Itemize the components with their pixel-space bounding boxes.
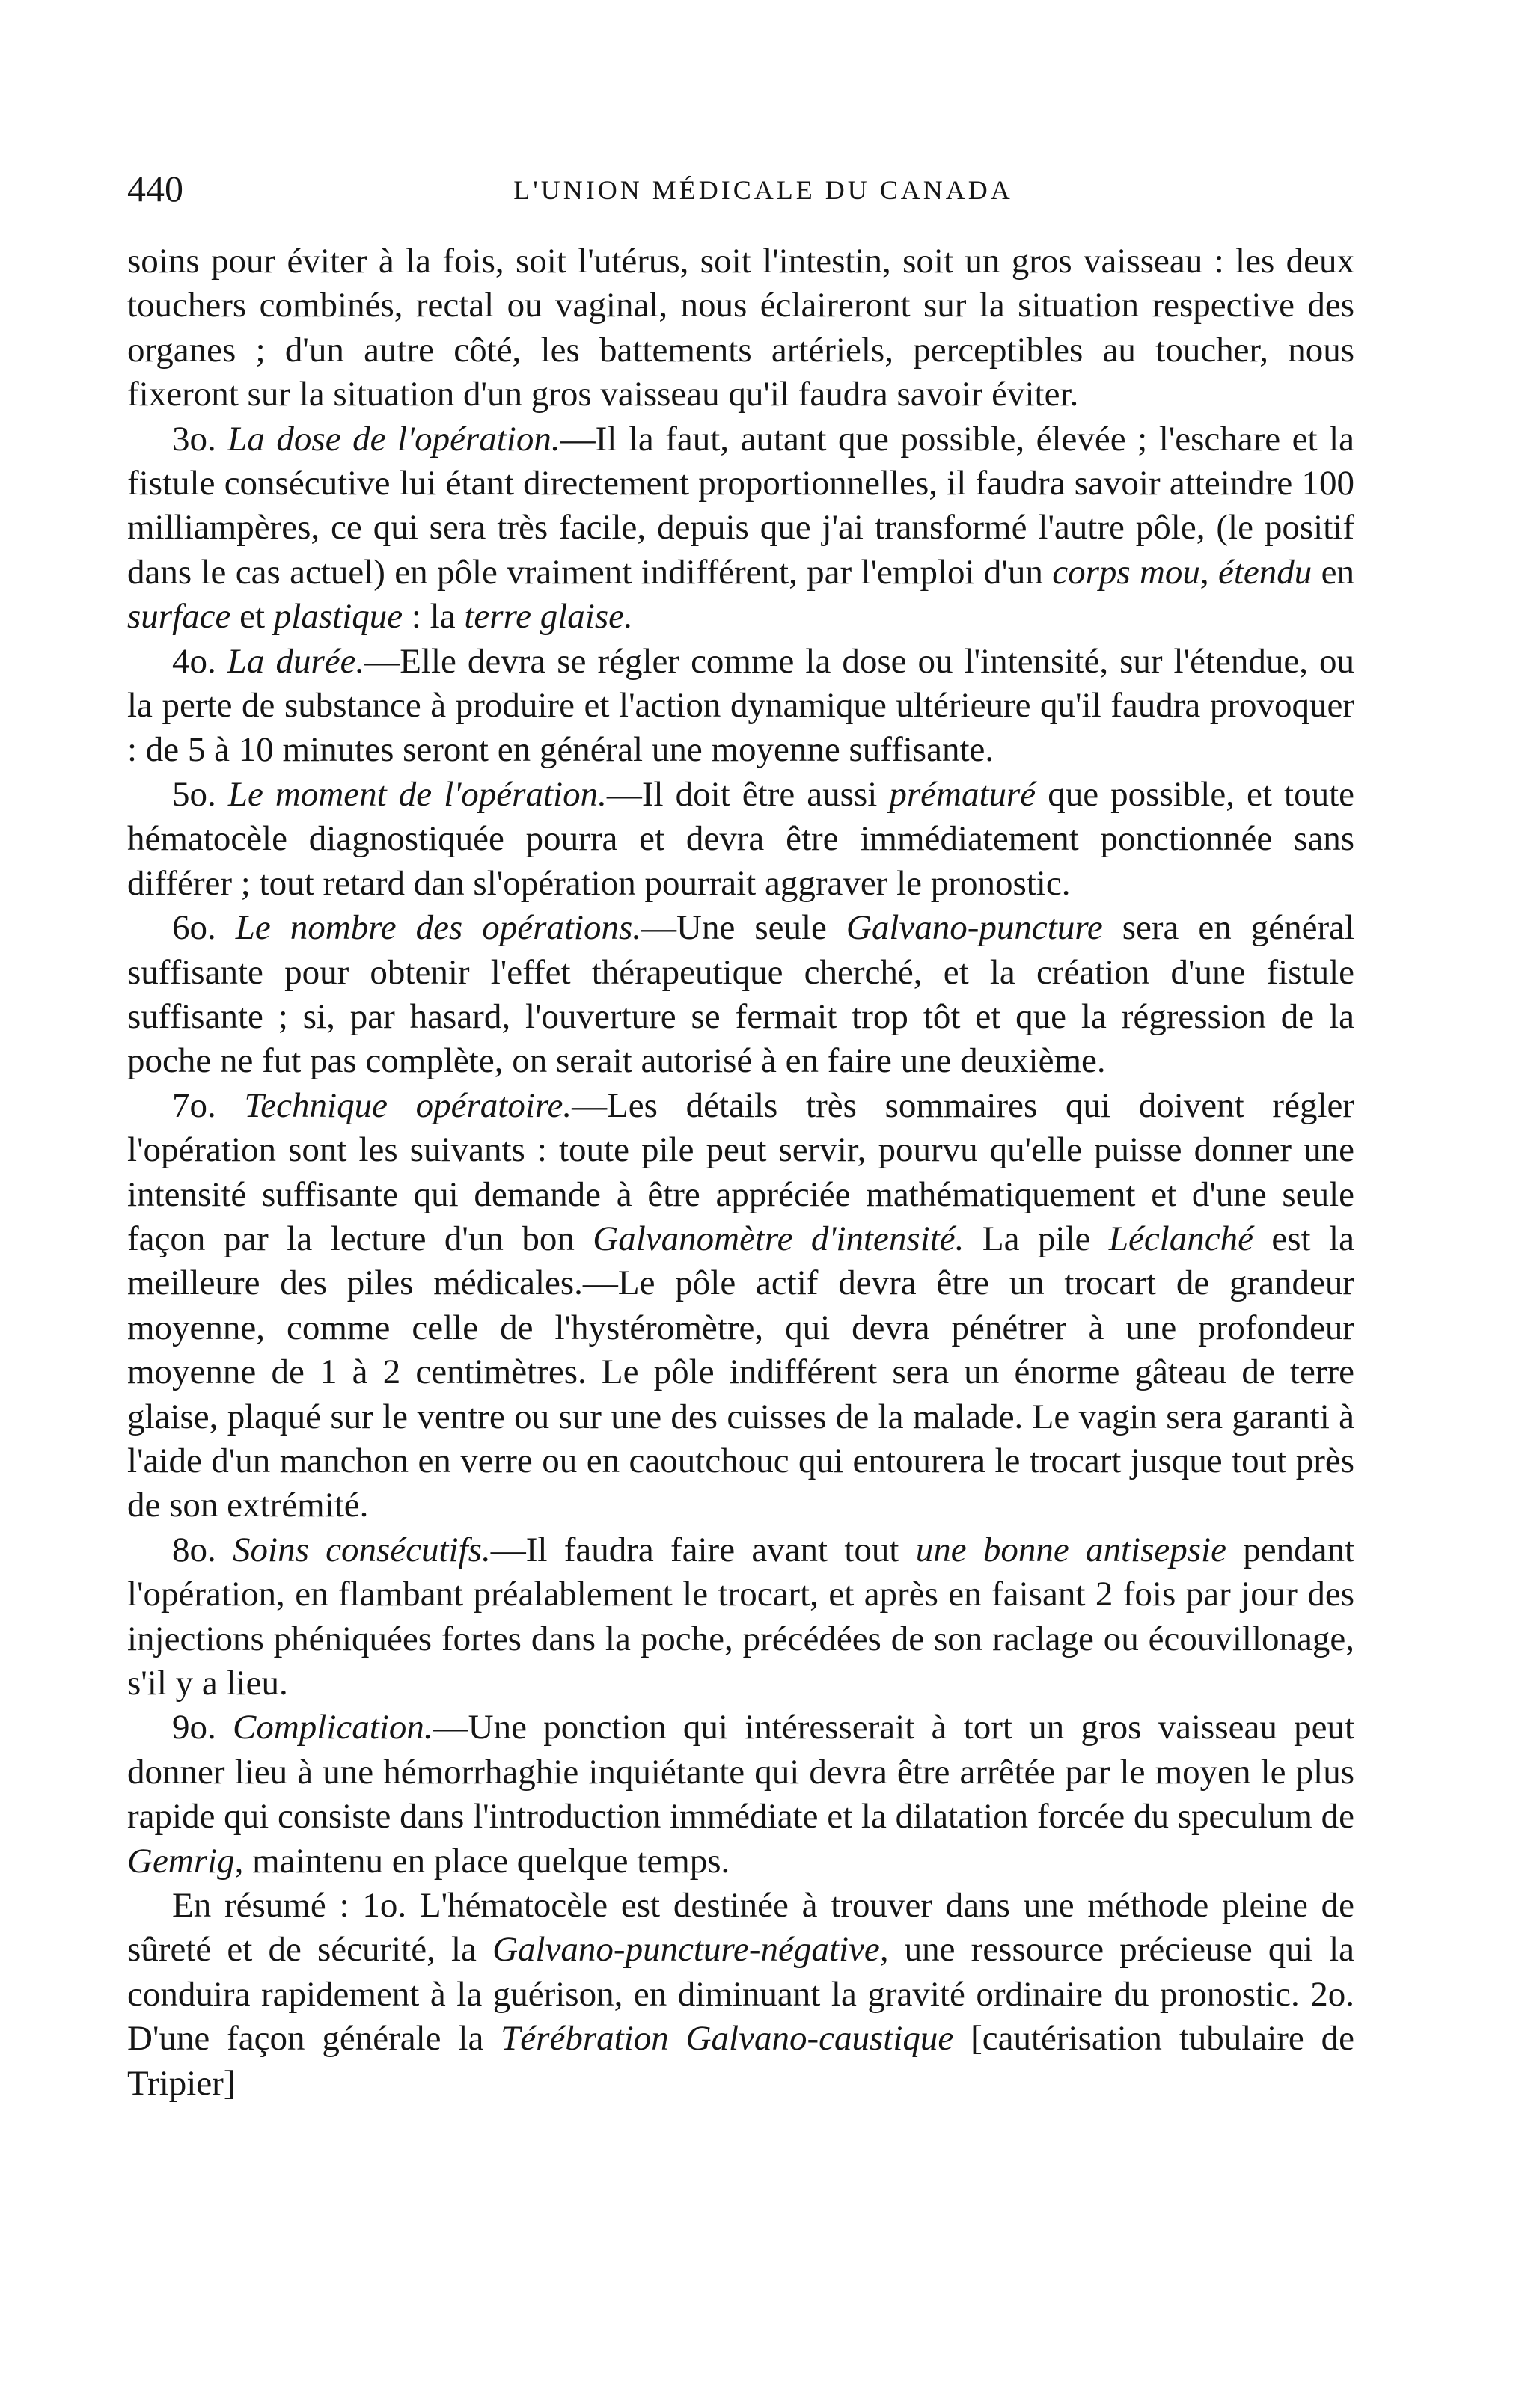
text-run: 8o. bbox=[172, 1530, 233, 1569]
paragraph bbox=[127, 773, 1354, 906]
italic-run: Térébration Galvano-caustique bbox=[501, 2019, 954, 2059]
page-number: 440 bbox=[127, 168, 183, 209]
text-run: pendant l'opération, en flambant préalablement le trocart, et après en faisant 2 fois par jour des injections phéniquées fortes dans la poche, précédées de son raclage ou écouvillonage, s'il y a lieu. bbox=[127, 1530, 1355, 1703]
text-run: 7o. bbox=[172, 1085, 245, 1125]
text-run: 4o. bbox=[172, 641, 227, 681]
text-run: sera en général suffisante pour obtenir l'effet thérapeutique cherché, et la création d'une fistule suffisante ; si, par hasard, l'ouverture se fermait trop tôt et que la régression de la poche ne fut pas complète, on serait autorisé à en faire une deuxième. bbox=[127, 908, 1355, 1081]
italic-run: Gemrig, bbox=[127, 1841, 244, 1881]
paragraph bbox=[127, 640, 1354, 773]
running-title: L'UNION MÉDICALE DU CANADA bbox=[513, 175, 1013, 205]
paragraph bbox=[127, 906, 1354, 1084]
text-run: —Il la faut, autant que possible, élevée ; l'eschare et la fistule consécutive lui étant directement proportionnelles, il faudra savoir atteindre 100 milliampères, ce qui sera très facile, depuis que j'ai transformé l'autre pôle, (le positif dans le cas actuel) en pôle vraiment indifférent, par l'emploi d'un bbox=[127, 419, 1355, 592]
text-run: 6o. bbox=[172, 908, 236, 948]
page-header bbox=[127, 166, 1399, 218]
italic-run: Le moment de l'opération. bbox=[227, 774, 607, 814]
text-run: [cautérisation tubulaire de Tripier] bbox=[127, 2019, 1354, 2103]
text-run: La pile bbox=[964, 1219, 1109, 1258]
italic-run: une bonne antisepsie bbox=[915, 1530, 1226, 1569]
italic-run: Technique opératoire. bbox=[244, 1085, 572, 1125]
text-run: soins pour éviter à la fois, soit l'utérus, soit l'intestin, soit un gros vaisseau : les deux touchers combinés, rectal ou vaginal, nous éclaireront sur la situation respective des organes ; d'un autre côté, les battements artériels, perceptibles au toucher, nous fixeront sur la situation d'un gros vaisseau qu'il faudra savoir éviter. bbox=[127, 242, 1354, 414]
text-run: En résumé : 1o. L'hématocèle est destinée à trouver dans une méthode pleine de sûreté et de sécurité, la bbox=[127, 1886, 1354, 1970]
text-run: 3o. bbox=[172, 419, 228, 459]
italic-run: Le nombre des opérations. bbox=[235, 908, 642, 948]
paragraph bbox=[127, 1706, 1354, 1884]
italic-run: Complication. bbox=[233, 1708, 433, 1747]
text-run: une ressource précieuse qui la conduira rapidement à la guérison, en diminuant la gravité ordinaire du pronostic. 2o. D'une façon générale la bbox=[127, 1930, 1355, 2059]
italic-run: terre glaise. bbox=[464, 597, 633, 637]
italic-run: prématuré bbox=[889, 774, 1036, 814]
italic-run: Soins consécutifs. bbox=[233, 1530, 491, 1569]
italic-run: Galvanomètre d'intensité. bbox=[593, 1219, 965, 1258]
text-run: —Les détails très sommaires qui doivent régler l'opération sont les suivants : toute pile peut servir, pourvu qu'elle puisse donner une intensité suffisante qui demande à être appréciée mathématiquement et d'une seule façon par la lecture d'un bon bbox=[127, 1085, 1355, 1258]
body-text bbox=[127, 239, 1354, 2106]
paragraph bbox=[127, 1528, 1354, 1706]
italic-run: Galvano-puncture-négative, bbox=[492, 1930, 889, 1970]
italic-run: La durée. bbox=[227, 641, 365, 681]
italic-run: corps mou, étendu bbox=[1052, 552, 1312, 592]
paragraph bbox=[127, 417, 1354, 640]
text-run: maintenu en place quelque temps. bbox=[243, 1841, 730, 1881]
italic-run: surface bbox=[127, 597, 231, 637]
text-run: en bbox=[1312, 552, 1354, 592]
italic-run: Galvano-puncture bbox=[846, 908, 1103, 948]
text-run: —Elle devra se régler comme la dose ou l'intensité, sur l'étendue, ou la perte de substance à produire et l'action dynamique ultérieure qu'il faudra provoquer : de 5 à 10 minutes seront en général une moyenne suffisante. bbox=[127, 641, 1354, 770]
text-run: —Une ponction qui intéresserait à tort un gros vaisseau peut donner lieu à une hémorrhaghie inquiétante qui devra être arrêtée par le moyen le plus rapide qui consiste dans l'introduction immédiate et la dilatation forcée du speculum de bbox=[127, 1708, 1354, 1836]
italic-run: Léclanché bbox=[1108, 1219, 1253, 1258]
paragraph bbox=[127, 1084, 1354, 1528]
text-run: 9o. bbox=[172, 1708, 233, 1747]
italic-run: La dose de l'opération. bbox=[227, 419, 560, 459]
text-run: —Il doit être aussi bbox=[606, 774, 890, 814]
text-run: —Il faudra faire avant tout bbox=[490, 1530, 916, 1569]
italic-run: plastique bbox=[273, 597, 403, 637]
paragraph bbox=[127, 1884, 1354, 2106]
text-run: est la meilleure des piles médicales.—Le pôle actif devra être un trocart de grandeur moyenne, comme celle de l'hystéromètre, qui devra pénétrer à une profondeur moyenne de 1 à 2 centimètres. Le pôle indifférent sera un énorme gâteau de terre glaise, plaqué sur le ventre ou sur une des cuisses de la malade. Le vagin sera garanti à l'aide d'un manchon en verre ou en caoutchouc qui entourera le trocart jusque tout près de son extrémité. bbox=[127, 1219, 1354, 1525]
paragraph bbox=[127, 239, 1354, 417]
text-run: et bbox=[230, 597, 274, 637]
text-run: —Une seule bbox=[641, 908, 846, 948]
text-run: 5o. bbox=[172, 774, 228, 814]
text-run: que possible, et toute hématocèle diagnostiquée pourra et devra être immédiatement ponctionnée sans différer ; tout retard dan sl'opération pourrait aggraver le pronostic. bbox=[127, 774, 1355, 903]
text-run: : la bbox=[403, 597, 465, 637]
